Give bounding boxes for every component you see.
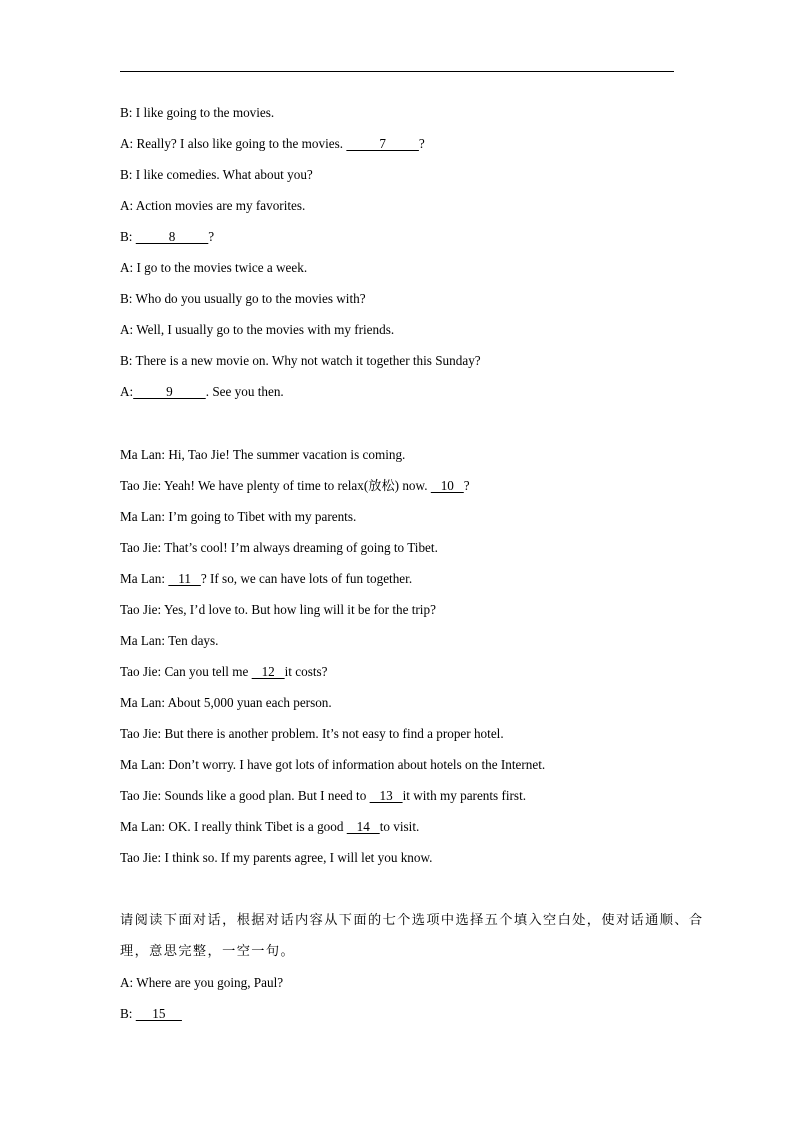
document-body <box>120 103 704 1035</box>
dialogue-line <box>120 103 680 134</box>
dialogue-line <box>120 134 680 165</box>
line-text-after: to visit. <box>379 819 420 834</box>
dialogue-line <box>120 382 680 413</box>
line-text-after: ? <box>463 478 470 493</box>
speaker: Ma Lan: <box>120 571 166 586</box>
answer-blank[interactable]: 12 <box>251 664 285 679</box>
answer-blank[interactable]: 11 <box>168 571 201 586</box>
speaker: A: <box>120 384 134 399</box>
line-text: Well, I usually go to the movies with my friends. <box>133 322 395 337</box>
speaker: Ma Lan: <box>120 695 166 710</box>
speaker: B: <box>120 167 133 182</box>
speaker: B: <box>120 105 133 120</box>
instructions-line: 请阅读下面对话，根据对话内容从下面的七个选项中选择五个填入空白处，使对话通顺、合 <box>120 913 704 928</box>
dialogue-line <box>120 786 680 817</box>
dialogue-line <box>120 1004 680 1035</box>
dialogue-line <box>120 569 680 600</box>
dialogue-line <box>120 227 680 258</box>
dialogue-line <box>120 631 680 662</box>
line-text: Who do you usually go to the movies with? <box>132 291 366 306</box>
dialogue-line <box>120 724 680 755</box>
line-text-after: . See you then. <box>205 384 284 399</box>
line-text: I’m going to Tibet with my parents. <box>165 509 357 524</box>
line-text: Can you tell me <box>161 664 252 679</box>
speaker: Ma Lan: <box>120 757 166 772</box>
line-text: But there is another problem. It’s not easy to find a proper hotel. <box>161 726 504 741</box>
dialogue-line <box>120 693 680 724</box>
line-text: I like comedies. What about you? <box>132 167 313 182</box>
speaker: Tao Jie: <box>120 478 162 493</box>
dialogue-line <box>120 538 680 569</box>
speaker: A: <box>120 260 134 275</box>
line-text-after: it costs? <box>284 664 328 679</box>
line-text: I think so. If my parents agree, I will let you know. <box>161 850 433 865</box>
speaker: B: <box>120 229 133 244</box>
line-text-after: ? <box>208 229 215 244</box>
line-text: There is a new movie on. Why not watch it together this Sunday? <box>132 353 481 368</box>
line-text: Really? I also like going to the movies. <box>133 136 347 151</box>
line-text: Hi, Tao Jie! The summer vacation is coming. <box>165 447 406 462</box>
answer-blank[interactable]: 9 <box>133 384 206 399</box>
speaker: Ma Lan: <box>120 447 166 462</box>
dialogue-line <box>120 848 680 879</box>
line-text: Yes, I’d love to. But how ling will it be for the trip? <box>161 602 436 617</box>
dialogue-line <box>120 476 680 507</box>
section-gap <box>120 413 680 445</box>
dialogue-line <box>120 445 680 476</box>
speaker: Tao Jie: <box>120 788 162 803</box>
line-text: That’s cool! I’m always dreaming of going to Tibet. <box>161 540 438 555</box>
speaker: Ma Lan: <box>120 819 166 834</box>
answer-blank[interactable]: 10 <box>430 478 464 493</box>
line-text-after: ? <box>418 136 425 151</box>
line-text: Where are you going, Paul? <box>133 975 284 990</box>
answer-blank[interactable]: 7 <box>346 136 419 151</box>
speaker: A: <box>120 136 134 151</box>
answer-blank[interactable]: 13 <box>369 788 403 803</box>
instructions-line: 理，意思完整，一空一句。 <box>120 944 296 959</box>
answer-blank[interactable]: 8 <box>135 229 209 244</box>
speaker: Tao Jie: <box>120 540 162 555</box>
line-text: I go to the movies twice a week. <box>133 260 308 275</box>
speaker: Tao Jie: <box>120 602 162 617</box>
speaker: A: <box>120 322 134 337</box>
line-text-after: ? If so, we can have lots of fun together. <box>200 571 413 586</box>
line-text: OK. I really think Tibet is a good <box>165 819 347 834</box>
speaker: Ma Lan: <box>120 633 166 648</box>
dialogue-line <box>120 196 680 227</box>
speaker: B: <box>120 291 133 306</box>
dialogue-line <box>120 817 680 848</box>
dialogue-line <box>120 258 680 289</box>
line-text: I like going to the movies. <box>132 105 275 120</box>
speaker: Ma Lan: <box>120 509 166 524</box>
speaker: B: <box>120 1006 133 1021</box>
speaker: Tao Jie: <box>120 850 162 865</box>
dialogue-line <box>120 973 680 1004</box>
answer-blank[interactable]: 14 <box>346 819 380 834</box>
dialogue-line <box>120 351 680 382</box>
speaker: A: <box>120 975 134 990</box>
dialogue-line <box>120 662 680 693</box>
dialogue-line <box>120 755 680 786</box>
line-text: Sounds like a good plan. But I need to <box>161 788 370 803</box>
line-text: Don’t worry. I have got lots of information about hotels on the Internet. <box>165 757 546 772</box>
dialogue-line <box>120 320 680 351</box>
dialogue-line <box>120 600 680 631</box>
answer-blank[interactable]: 15 <box>135 1006 182 1021</box>
line-text: Ten days. <box>165 633 219 648</box>
line-text: Yeah! We have plenty of time to relax(放松) now. <box>161 478 431 493</box>
dialogue-line <box>120 289 680 320</box>
dialogue-line <box>120 507 680 538</box>
speaker: A: <box>120 198 134 213</box>
line-text: Action movies are my favorites. <box>133 198 306 213</box>
line-text: About 5,000 yuan each person. <box>165 695 332 710</box>
dialogue-line <box>120 165 680 196</box>
speaker: Tao Jie: <box>120 726 162 741</box>
speaker: B: <box>120 353 133 368</box>
line-text-after: it with my parents first. <box>402 788 527 803</box>
section-gap <box>120 879 680 911</box>
speaker: Tao Jie: <box>120 664 162 679</box>
header-rule <box>120 71 674 72</box>
